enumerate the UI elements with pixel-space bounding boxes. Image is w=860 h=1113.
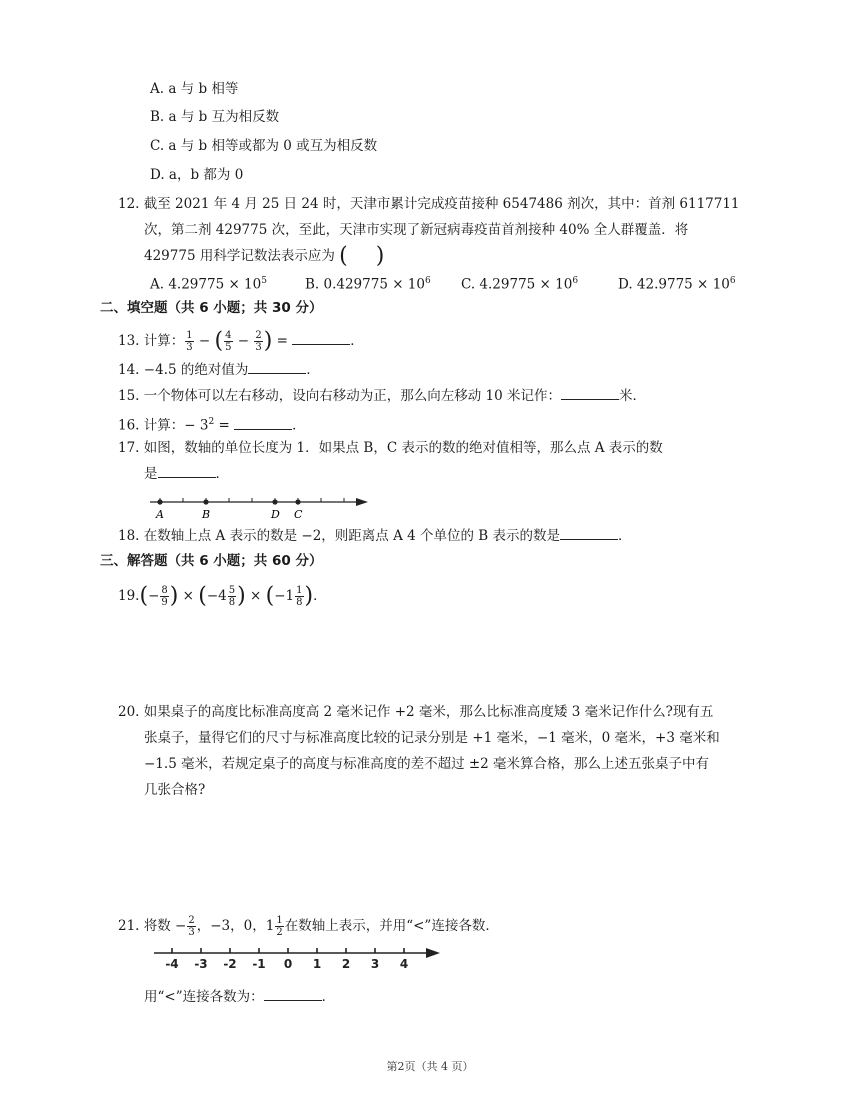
answer-blank <box>561 387 619 400</box>
tick-label: 0 <box>283 957 293 971</box>
point-a <box>157 499 162 504</box>
q21: 21. 将数 − $\frac{2}{3}$ ，−3，0，1 $\frac{1}{2}$ 在数轴上表示，并用“<”连接各数． <box>118 915 499 938</box>
q12-option-a: A. $4.29775 \times 10^5$ <box>150 276 267 293</box>
point-c <box>295 499 300 504</box>
answer-blank <box>264 988 322 1001</box>
answer-blank <box>560 527 618 540</box>
answer-paren-open: ( <box>339 243 348 269</box>
q11-option-b: B. a 与 b 互为相反数 <box>150 109 280 125</box>
q16: 16. 计算：− $3^2$ = ． <box>118 417 306 434</box>
tick-label: 4 <box>399 957 409 971</box>
q20-line3: −1.5 毫米，若规定桌子的高度与标准高度的差不超过 ±2 毫米算合格，那么上述五张桌子中有 <box>144 756 710 772</box>
answer-blank <box>234 417 292 430</box>
q12-line1: 12. 截至 2021 年 4 月 25 日 24 时，天津市累计完成疫苗接种 6547486 剂次，其中：首剂 6117711 <box>118 196 740 212</box>
q12-line2: 次，第二剂 429775 次，至此，天津市实现了新冠病毒疫苗首剂接种 40% 全人群覆盖．将 <box>144 222 689 238</box>
q19: 19.(− $\frac{8}{9}$ ) × (−4 $\frac{5}{8}$ ) × (−1 $\frac{1}{8}$ )． <box>118 583 327 609</box>
point-b <box>203 499 208 504</box>
page-footer: 第2页（共 4 页） <box>386 1060 474 1073</box>
q20-line1: 20. 如果桌子的高度比标准高度高 2 毫米记作 +2 毫米，那么比标准高度矮 3 毫米记作什么?现有五 <box>118 704 714 720</box>
q21-number-line <box>150 944 445 974</box>
q12-option-b: B. $0.429775 \times 10^6$ <box>305 276 431 293</box>
tick-label: 1 <box>312 957 322 971</box>
label-a: A <box>156 508 164 521</box>
q20-line2: 张桌子，量得它们的尺寸与标准高度比较的记录分别是 +1 毫米，−1 毫米，0 毫米，+3 毫米和 <box>144 730 720 746</box>
q18: 18. 在数轴上点 A 表示的数是 −2，则距离点 A 4 个单位的 B 表示的数是 ． <box>118 528 632 544</box>
tick-label: -1 <box>252 957 266 971</box>
tick-label: 3 <box>370 957 380 971</box>
tick-label: 2 <box>341 957 351 971</box>
answer-blank <box>158 465 216 478</box>
q15: 15. 一个物体可以左右移动，设向右移动为正，那么向左移动 10 米记作： 米． <box>118 388 647 404</box>
q11-option-c: C. a 与 b 相等或都为 0 或互为相反数 <box>150 138 378 154</box>
q17-line2: 是 ． <box>144 466 229 482</box>
q20-line4: 几张合格? <box>144 782 206 798</box>
label-d: D <box>271 508 280 521</box>
q17-line1: 17. 如图，数轴的单位长度为 1．如果点 B，C 表示的数的绝对值相等，那么点 A 表示的数 <box>118 440 663 456</box>
section-3-heading: 三、解答题（共 6 小题；共 60 分） <box>100 553 323 569</box>
q11-option-a: A. a 与 b 相等 <box>150 81 239 97</box>
answer-blank <box>292 332 350 345</box>
answer-blank <box>248 361 306 374</box>
q12-option-d: D. $42.9775 \times 10^6$ <box>618 276 736 293</box>
label-b: B <box>202 508 211 521</box>
tick-label: -2 <box>223 957 237 971</box>
answer-paren-close: ) <box>375 243 385 269</box>
q11-option-d: D. a，b 都为 0 <box>150 167 244 183</box>
q13: 13. 计算： $\frac{1}{3}$ − ( $\frac{4}{5}$ − $\frac{2}{3}$ ) = ． <box>118 328 364 354</box>
section-2-heading: 二、填空题（共 6 小题；共 30 分） <box>100 300 323 316</box>
tick-label: -4 <box>165 957 179 971</box>
point-d <box>272 499 277 504</box>
q21-answer: 用“<”连接各数为： ． <box>144 989 336 1005</box>
label-c: C <box>294 508 303 521</box>
q12-line3: 429775 用科学记数法表示应为 ( ) <box>144 243 385 269</box>
q17-number-line <box>146 492 376 522</box>
q12-option-c: C. $4.29775 \times 10^6$ <box>461 276 579 293</box>
tick-label: -3 <box>194 957 208 971</box>
q14: 14. −4.5 的绝对值为 ． <box>118 362 320 378</box>
